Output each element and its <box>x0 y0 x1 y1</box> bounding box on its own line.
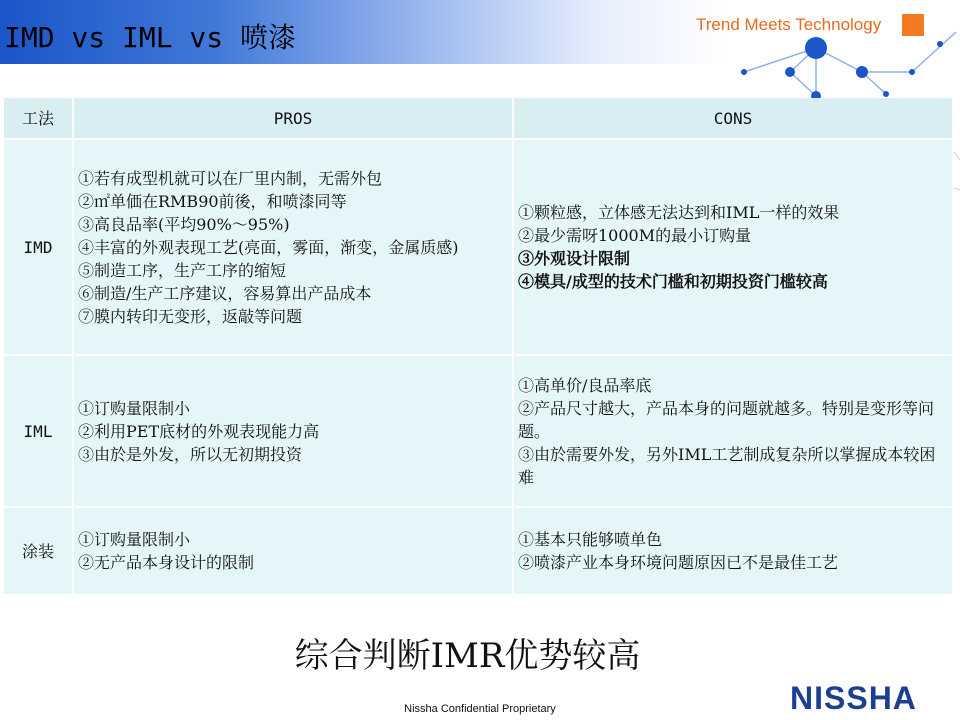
table-row-imd <box>4 140 954 356</box>
coating-pros-cell <box>74 508 514 596</box>
coating-pro-item: ①订购量限制小 <box>78 530 191 549</box>
network-graphic <box>730 28 960 100</box>
iml-cons-cell <box>514 356 954 508</box>
imd-con-item: ②最少需呀1000M的最小订购量 <box>518 226 752 245</box>
row-label-coating: 涂装 <box>4 508 74 596</box>
slide-title: IMD vs IML vs 喷漆 <box>4 21 297 54</box>
header-cons: CONS <box>514 98 954 140</box>
table-row-coating <box>4 508 954 596</box>
coating-cons-cell <box>514 508 954 596</box>
imd-con-item: ①颗粒感，立体感无法达到和IML一样的效果 <box>518 203 840 222</box>
coating-con-item: ①基本只能够喷单色 <box>518 530 663 549</box>
iml-con-item: ③由於需要外发，另外IML工艺制成复杂所以掌握成本较困难 <box>518 444 936 487</box>
row-label-imd: IMD <box>4 140 74 356</box>
iml-con-item: ①高单价/良品率底 <box>518 375 652 395</box>
footer-confidential: Nissha Confidential Proprietary <box>404 703 556 715</box>
iml-pro-item: ③由於是外发，所以无初期投资 <box>78 444 303 464</box>
conclusion-text: 综合判断IMR优势较高 <box>294 636 641 676</box>
imd-con-item: ③外观设计限制 <box>518 249 631 268</box>
tagline: Trend Meets Technology <box>696 15 882 34</box>
header-method: 工法 <box>4 98 74 140</box>
imd-pro-item: ①若有成型机就可以在厂里内制，无需外包 <box>78 168 383 188</box>
imd-pro-item: ④丰富的外观表现工艺(亮面，雾面，渐变，金属质感) <box>78 237 459 257</box>
header-pros: PROS <box>74 98 514 140</box>
nissha-logo: NISSHA <box>790 680 917 716</box>
imd-con-item: ④模具/成型的技术门槛和初期投资门槛较高 <box>518 272 828 291</box>
imd-pro-item: ⑦膜内转印无变形，返敲等问题 <box>78 306 303 326</box>
table-header-row <box>4 98 954 140</box>
iml-pro-item: ①订购量限制小 <box>78 398 191 418</box>
comparison-table <box>4 98 954 596</box>
coating-con-item: ②喷漆产业本身环境问题原因已不是最佳工艺 <box>518 553 839 572</box>
table-row-iml <box>4 356 954 508</box>
imd-pro-item: ⑥制造/生产工序建议，容易算出产品成本 <box>78 283 372 303</box>
coating-pro-item: ②无产品本身设计的限制 <box>78 553 255 572</box>
iml-con-item: ②产品尺寸越大，产品本身的问题就越多。特别是变形等问题。 <box>518 398 935 441</box>
iml-pro-item: ②利用PET底材的外观表现能力高 <box>78 421 320 441</box>
imd-pro-item: ②㎡单価在RMB90前後，和喷漆同等 <box>78 191 347 211</box>
imd-pro-item: ⑤制造工序，生产工序的缩短 <box>78 260 287 280</box>
imd-pros-cell <box>74 140 514 356</box>
imd-pro-item: ③高良品率(平均90%～95%) <box>78 214 290 234</box>
iml-pros-cell <box>74 356 514 508</box>
row-label-iml: IML <box>4 356 74 508</box>
imd-cons-cell <box>514 140 954 356</box>
